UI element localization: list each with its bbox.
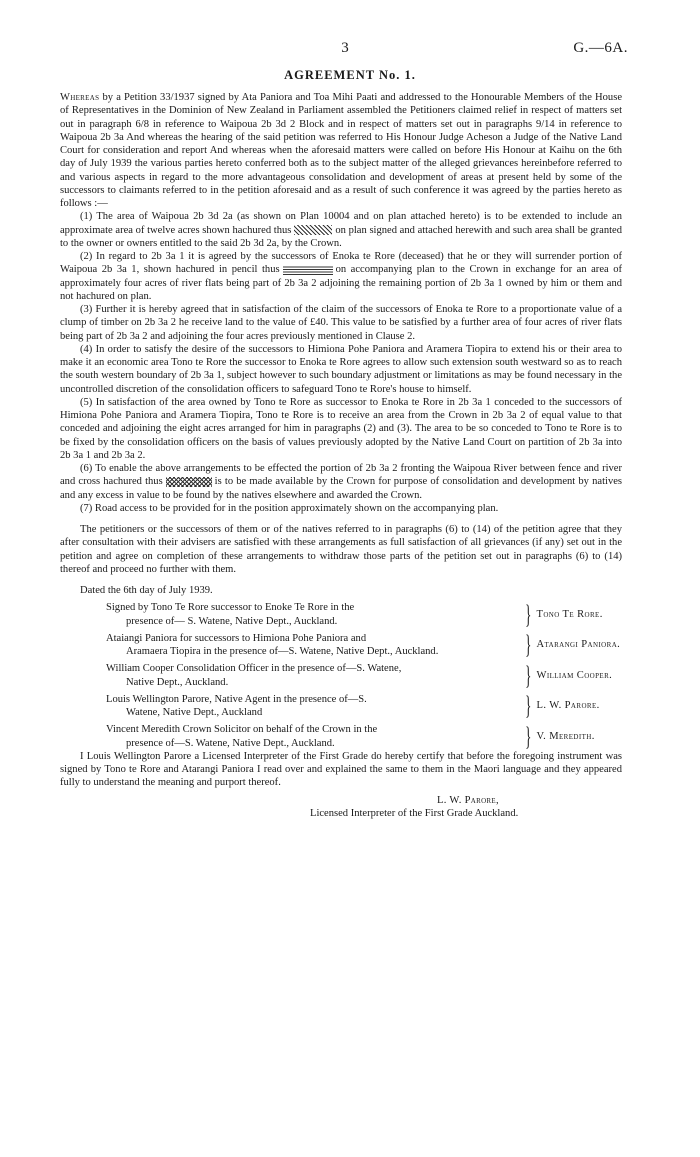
document-body <box>60 91 622 820</box>
brace-icon: } <box>525 691 532 720</box>
signature-2-name: Atarangi Paniora. <box>536 639 621 651</box>
clause-2 <box>60 250 622 303</box>
signature-3-line-2: Native Dept., Auckland. <box>126 676 229 688</box>
cross-hatch-swatch <box>166 477 212 487</box>
clause-3: (3) Further it is hereby agreed that in satisfaction of the claim of the successors of Enoka te Rore to a proportionate value of a clump of timber on 2b 3a 2 he receive land to the value of £40. This value to be satisfied by a further area of four acres of river flats being part of 2b 3a 2 and adjoining the four acres previously mentioned in Clause 2. <box>60 304 622 342</box>
agreement-title: AGREEMENT No. 1. <box>284 68 416 82</box>
clause-6 <box>60 462 622 502</box>
signature-1-name: Tono Te Rore. <box>536 608 603 620</box>
clause-6-text-b: is to be made available by the Crown for purpose of consolidation and development by natives and any excess in value to be found by the natives elsewhere and awarded the Crown. <box>60 476 622 501</box>
clause-4: (4) In order to satisfy the desire of the successors to Himiona Pohe Paniora and Aramera Tiopira to extend his or their area to make it an economic area Tono te Rore the successor to Enoka te Rore agrees to allow such extension south westward so as to reach the south western boundary of 2b 3a 1, subject however to such boundary adjustment or limitations as may be found necessary in the uncontrolled discretion of the consolidation officers to safeguard Tono te Rore's house to himself. <box>60 343 622 395</box>
signature-2-line-2: Aramaera Tiopira in the presence of—S. Watene, Native Dept., Auckland. <box>126 646 439 657</box>
brace-icon: } <box>525 660 532 690</box>
interpreter-signature: L. W. Parore, <box>437 794 499 806</box>
petitioners-paragraph: The petitioners or the successors of them or of the natives referred to in paragraphs (6) to (14) of the petition agree that they after consultation with their advisers are satisfied with these arrangements as full satisfaction of all grievances (if any) set out in the petition and agree on completion of these arrangements to withdraw those parts of the petition set out in paragraphs (6) to (14) thereof and proceed no further with them. <box>60 524 622 575</box>
interpreter-certificate: I Louis Wellington Parore a Licensed Interpreter of the First Grade do hereby certify that before the foregoing instrument was signed by Tono te Rore and Atarangi Paniora I read over and explained the same to them in the Maori language and they appeared fully to understand the meaning and purport thereof. <box>60 750 622 789</box>
signature-4-line-2: Watene, Native Dept., Auckland <box>126 707 263 718</box>
horizontal-hatch-swatch <box>283 265 333 275</box>
clause-5: (5) In satisfaction of the area owned by Tono te Rore as successor to Enoka te Rore in 2b 3a 1 conceded to the successors of Himiona Pohe Paniora and Aramera Tiopira, Tono te Rore is to receive an area from the Crown in 2b 3a 2 of equal value to that conceded and adjoining the eight acres arranged for him in paragraphs (2) and (3). The area to be so conceded to Tono te Rore is to be fixed by the consolidation officers on the basis of values previously adopted by the Native Land Court on partition of 2b 3a into 2b 3a 1 and 2b 3a 2. <box>60 396 622 461</box>
clause-7: (7) Road access to be provided for in the position approximately shown on the accompanying plan. <box>80 502 499 514</box>
signature-1-line-1: Signed by Tono Te Rore successor to Enoke Te Rore in the <box>106 602 355 614</box>
signature-block-5 <box>60 723 622 750</box>
signature-4-name: L. W. Parore. <box>536 700 600 712</box>
brace-icon: } <box>525 721 532 751</box>
signature-block-1 <box>60 601 622 628</box>
diagonal-hatch-swatch <box>294 225 332 235</box>
clause-2-text-a: (2) In regard to 2b 3a 1 it is agreed by the successors of Enoka te Rore (deceased) that he or they will surrender portion of Waipoua 2b 3a 1, shown hachured in pencil thus <box>60 251 622 276</box>
signature-3-name: William Cooper. <box>536 669 613 681</box>
preamble-paragraph <box>60 91 622 210</box>
clause-1 <box>60 210 622 250</box>
dated-line: Dated the 6th day of July 1939. <box>80 585 213 596</box>
signature-block-2 <box>60 632 622 659</box>
preamble-text: by a Petition 33/1937 signed by Ata Paniora and Toa Mihi Paati and addressed to the Honourable Members of the House of Representatives in the Dominion of New Zealand in Parliament assembled the Petitioners claimed relief in respect of matters set out in paragraph 6/8 in reference to Waipoua 2b 3d 2 Block and in respect of matters set out in paragraphs 9/14 in reference to Waipoua 2b 3a And whereas the hearing of the said petition was referred to His Honour Judge Acheson a Judge of the Native Land Court for consideration and report And whereas when the aforesaid matters were called on before His Honour at Kaihu on the 6th day of July 1939 the various parties hereto conferred both as to the subject matter of the alleged grievances hereinbefore referred to and various aspects in regard to the more advantageous consolidation and development of areas at present held by some of the successors to claimants referred to in the petition aforesaid and as a result of such conference it was agreed by the parties hereto as follows :— <box>60 92 622 209</box>
signature-2-line-1: Ataiangi Paniora for successors to Himiona Pohe Paniora and <box>106 632 367 644</box>
signature-block-4 <box>60 693 622 720</box>
whereas-word: Whereas <box>60 92 100 103</box>
document-reference: G.—6A. <box>573 40 628 56</box>
clause-6-text-a: (6) To enable the above arrangements to be effected the portion of 2b 3a 2 fronting the Waipoua River between fence and river and cross hachured thus <box>60 463 622 488</box>
page-number: 3 <box>341 40 349 56</box>
signature-1-line-2: presence of— S. Watene, Native Dept., Auckland. <box>126 615 338 627</box>
brace-icon: } <box>525 599 532 629</box>
clause-2-text-b: on accompanying plan to the Crown in exchange for an area of approximately four acres of river flats being part of 2b 3a 2 adjoining the remaining portion of 2b 3a 1 owned by him or them and not hachured on plan. <box>60 264 622 302</box>
interpreter-title: Licensed Interpreter of the First Grade Auckland. <box>310 807 519 819</box>
signature-5-name: V. Meredith. <box>536 730 595 742</box>
signature-block-3 <box>60 662 622 689</box>
signature-4-line-1: Louis Wellington Parore, Native Agent in the presence of—S. <box>106 693 367 705</box>
clause-1-text-b: on plan signed and attached herewith and such area shall be granted to the owner or owners entitled to the said 2b 3d 2a, by the Crown. <box>60 224 622 249</box>
clause-1-text-a: (1) The area of Waipoua 2b 3d 2a (as shown on Plan 10004 and on plan attached hereto) is to be extended to include an approximate area of twelve acres shown hachured thus <box>60 211 622 236</box>
brace-icon: } <box>525 630 532 659</box>
signature-5-line-2: presence of—S. Watene, Native Dept., Auckland. <box>126 737 335 749</box>
signature-3-line-1: William Cooper Consolidation Officer in the presence of—S. Watene, <box>106 663 402 675</box>
signature-5-line-1: Vincent Meredith Crown Solicitor on behalf of the Crown in the <box>106 724 378 736</box>
